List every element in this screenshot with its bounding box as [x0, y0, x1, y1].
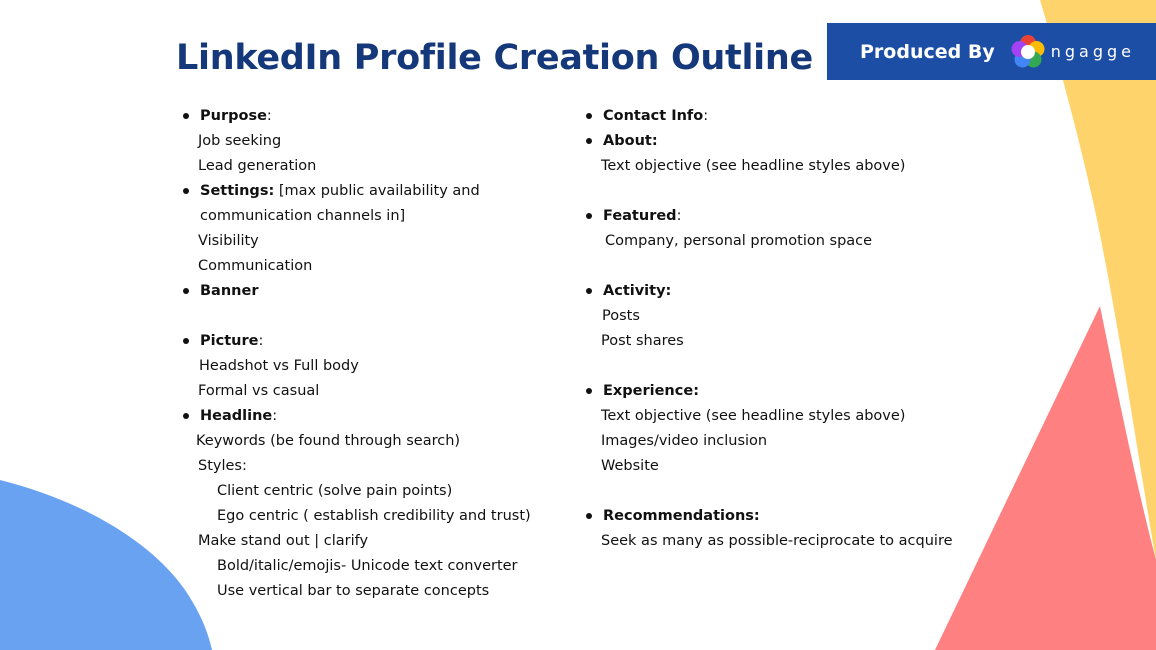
featured-heading: Featured:	[603, 208, 682, 224]
list-item: Bold/italic/emojis- Unicode text converter	[217, 558, 518, 574]
list-item: Communication	[198, 258, 313, 274]
list-item: Text objective (see headline styles above)	[601, 158, 906, 174]
list-item: Lead generation	[198, 158, 317, 174]
headline-label: Headline	[200, 408, 273, 424]
about-heading: About:	[603, 133, 658, 149]
styles-label: Styles	[198, 458, 242, 474]
produced-by-badge	[827, 23, 1156, 80]
list-item: Make stand out | clarify	[198, 533, 369, 549]
list-item: Keywords (be found through search)	[196, 433, 461, 449]
bullet	[183, 188, 189, 194]
bullet	[586, 288, 592, 294]
list-item: Formal vs casual	[198, 383, 320, 399]
recommendations-heading: Recommendations:	[603, 508, 760, 524]
bullet	[183, 338, 189, 344]
list-item: Headshot vs Full body	[199, 358, 359, 374]
experience-heading: Experience:	[603, 383, 699, 399]
bullet	[586, 138, 592, 144]
purpose-heading: Purpose:	[200, 108, 272, 124]
list-item: Post shares	[601, 333, 684, 349]
settings-note-2: communication channels in]	[200, 208, 406, 224]
brand-name: ngagge	[1050, 42, 1135, 61]
activity-heading: Activity:	[603, 283, 672, 299]
list-item: Job seeking	[198, 133, 282, 149]
settings-label: Settings:	[200, 183, 275, 199]
activity-label: Activity	[603, 283, 666, 299]
bullet	[183, 288, 189, 294]
purpose-label: Purpose	[200, 108, 267, 124]
list-item: Seek as many as possible-reciprocate to acquire	[601, 533, 953, 549]
contact-label: Contact Info	[603, 108, 704, 124]
page-title: LinkedIn Profile Creation Outline	[176, 38, 813, 78]
ngagge-logo-icon	[1009, 33, 1047, 71]
bullet	[183, 113, 189, 119]
bullet	[586, 513, 592, 519]
recommendations-label: Recommendations	[603, 508, 754, 524]
blue-shape	[0, 480, 212, 650]
picture-heading: Picture:	[200, 333, 264, 349]
styles-heading: Styles:	[198, 458, 247, 474]
list-item: Ego centric ( establish credibility and trust)	[217, 508, 531, 524]
list-item: Text objective (see headline styles above)	[601, 408, 906, 424]
list-item: Company, personal promotion space	[605, 233, 873, 249]
list-item: Client centric (solve pain points)	[217, 483, 453, 499]
list-item: Images/video inclusion	[601, 433, 768, 449]
bullet	[586, 113, 592, 119]
list-item: Visibility	[198, 233, 259, 249]
picture-label: Picture	[200, 333, 259, 349]
list-item: Posts	[602, 308, 640, 324]
list-item: Use vertical bar to separate concepts	[217, 583, 490, 599]
bullet	[586, 213, 592, 219]
featured-label: Featured	[603, 208, 677, 224]
experience-label: Experience	[603, 383, 694, 399]
settings-heading	[200, 181, 480, 201]
about-label: About	[603, 133, 652, 149]
bullet	[183, 413, 189, 419]
list-item: Website	[601, 458, 659, 474]
contact-heading: Contact Info:	[603, 108, 709, 124]
headline-heading: Headline:	[200, 408, 278, 424]
produced-by-label: Produced By	[860, 40, 995, 63]
settings-note-1: [max public availability and	[278, 183, 480, 199]
bullet	[586, 388, 592, 394]
banner-label: Banner	[200, 283, 259, 299]
